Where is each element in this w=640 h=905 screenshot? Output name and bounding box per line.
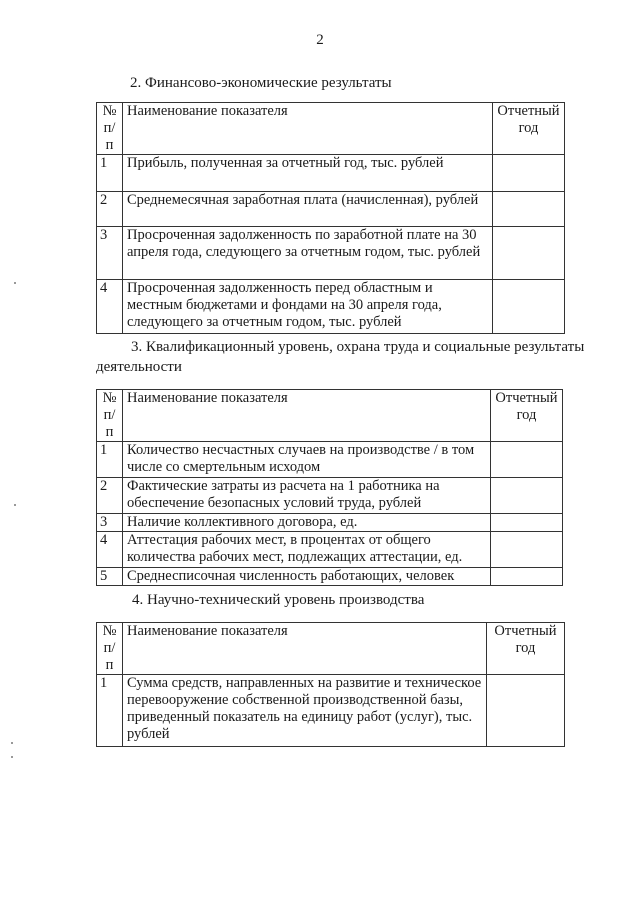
table-row	[97, 442, 563, 478]
row-value	[491, 514, 563, 532]
table-row	[97, 532, 563, 568]
row-name: Просроченная задолженность перед областным и местным бюджетами и фондами на 30 апреля года, следующего за отчетным годом, тыс. рублей	[123, 280, 493, 334]
table-row	[97, 514, 563, 532]
page-number: 2	[316, 32, 324, 48]
row-name: Количество несчастных случаев на производстве / в том числе со смертельным исходом	[123, 442, 491, 478]
row-num: 1	[97, 155, 123, 192]
row-value	[493, 155, 565, 192]
table-header-row	[97, 103, 565, 155]
row-name: Аттестация рабочих мест, в процентах от общего количества рабочих мест, подлежащих аттестации, ед.	[123, 532, 491, 568]
row-value	[491, 442, 563, 478]
section-4-table	[96, 622, 565, 747]
row-name: Фактические затраты из расчета на 1 работника на обеспечение безопасных условий труда, рублей	[123, 478, 491, 514]
scan-speck	[11, 742, 13, 744]
row-num: 1	[97, 442, 123, 478]
row-value	[493, 280, 565, 334]
row-name: Сумма средств, направленных на развитие и техническое перевооружение собственной производственной базы, приведенный показатель на единицу работ (услуг), тыс. рублей	[123, 675, 487, 747]
row-num: 4	[97, 532, 123, 568]
row-name: Просроченная задолженность по заработной плате на 30 апреля года, следующего за отчетным годом, тыс. рублей	[123, 227, 493, 280]
table-row	[97, 155, 565, 192]
section-3-title: 3. Квалификационный уровень, охрана труда и социальные результаты деятельности	[96, 339, 585, 375]
header-num: № п/п	[97, 103, 123, 155]
header-period: Отчетный год	[493, 103, 565, 155]
table-row	[97, 568, 563, 586]
scan-speck	[14, 504, 16, 506]
row-value	[493, 192, 565, 227]
header-name: Наименование показателя	[123, 103, 493, 155]
table-header-row	[97, 623, 565, 675]
table-row	[97, 227, 565, 280]
table-row	[97, 675, 565, 747]
table-row	[97, 280, 565, 334]
row-value	[493, 227, 565, 280]
section-2-table	[96, 102, 565, 334]
row-num: 5	[97, 568, 123, 586]
table-header-row	[97, 390, 563, 442]
scan-speck	[14, 282, 16, 284]
row-name: Прибыль, полученная за отчетный год, тыс. рублей	[123, 155, 493, 192]
row-num: 2	[97, 478, 123, 514]
row-value	[491, 532, 563, 568]
section-2-title: 2. Финансово-экономические результаты	[130, 75, 392, 91]
row-num: 4	[97, 280, 123, 334]
row-num: 3	[97, 514, 123, 532]
header-num: № п/п	[97, 623, 123, 675]
row-value	[491, 478, 563, 514]
row-num: 3	[97, 227, 123, 280]
row-name: Среднемесячная заработная плата (начисленная), рублей	[123, 192, 493, 227]
row-name: Среднесписочная численность работающих, человек	[123, 568, 491, 586]
header-period: Отчетный год	[491, 390, 563, 442]
header-num: № п/п	[97, 390, 123, 442]
row-num: 2	[97, 192, 123, 227]
row-name: Наличие коллективного договора, ед.	[123, 514, 491, 532]
row-num: 1	[97, 675, 123, 747]
header-name: Наименование показателя	[123, 623, 487, 675]
section-4-title: 4. Научно-технический уровень производства	[132, 592, 425, 608]
header-period: Отчетный год	[487, 623, 565, 675]
header-name: Наименование показателя	[123, 390, 491, 442]
section-3-table	[96, 389, 563, 586]
row-value	[487, 675, 565, 747]
row-value	[491, 568, 563, 586]
scan-speck	[11, 756, 13, 758]
table-row	[97, 478, 563, 514]
table-row	[97, 192, 565, 227]
